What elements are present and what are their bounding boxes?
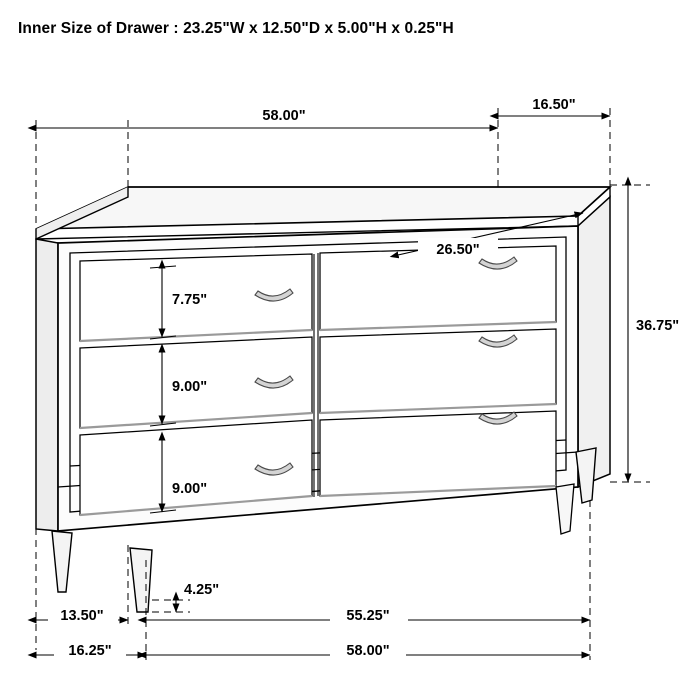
leg (130, 548, 152, 612)
dim-overall-height: 36.75" (636, 318, 680, 334)
dim-top-width: 58.00" (262, 108, 306, 124)
dim-leg-height: 4.25" (184, 582, 220, 598)
drawer-front (320, 246, 556, 330)
dim-bottom-inner: 55.25" (346, 608, 390, 624)
drawer-front (320, 329, 556, 413)
page-title: Inner Size of Drawer : 23.25"W x 12.50"D x 5.00"H x 0.25"H (18, 20, 454, 37)
right-side-panel (578, 197, 610, 487)
leg (556, 484, 574, 534)
dim-foot-left: 13.50" (60, 608, 104, 624)
dim-drawer-height-3: 9.00" (172, 481, 208, 497)
left-side-panel (36, 239, 58, 531)
leg (576, 448, 596, 503)
dim-foot-left-outer: 16.25" (68, 643, 112, 659)
dim-top-depth: 16.50" (532, 97, 576, 113)
dim-drawer-height-2: 9.00" (172, 379, 208, 395)
drawer-grid (80, 246, 556, 515)
dim-drawer-height-1: 7.75" (172, 292, 208, 308)
drawer-front (320, 411, 556, 496)
dim-bottom-outer: 58.00" (346, 643, 390, 659)
furniture-body (36, 187, 610, 612)
leg (52, 531, 72, 592)
dim-drawer-width: 26.50" (436, 242, 480, 258)
